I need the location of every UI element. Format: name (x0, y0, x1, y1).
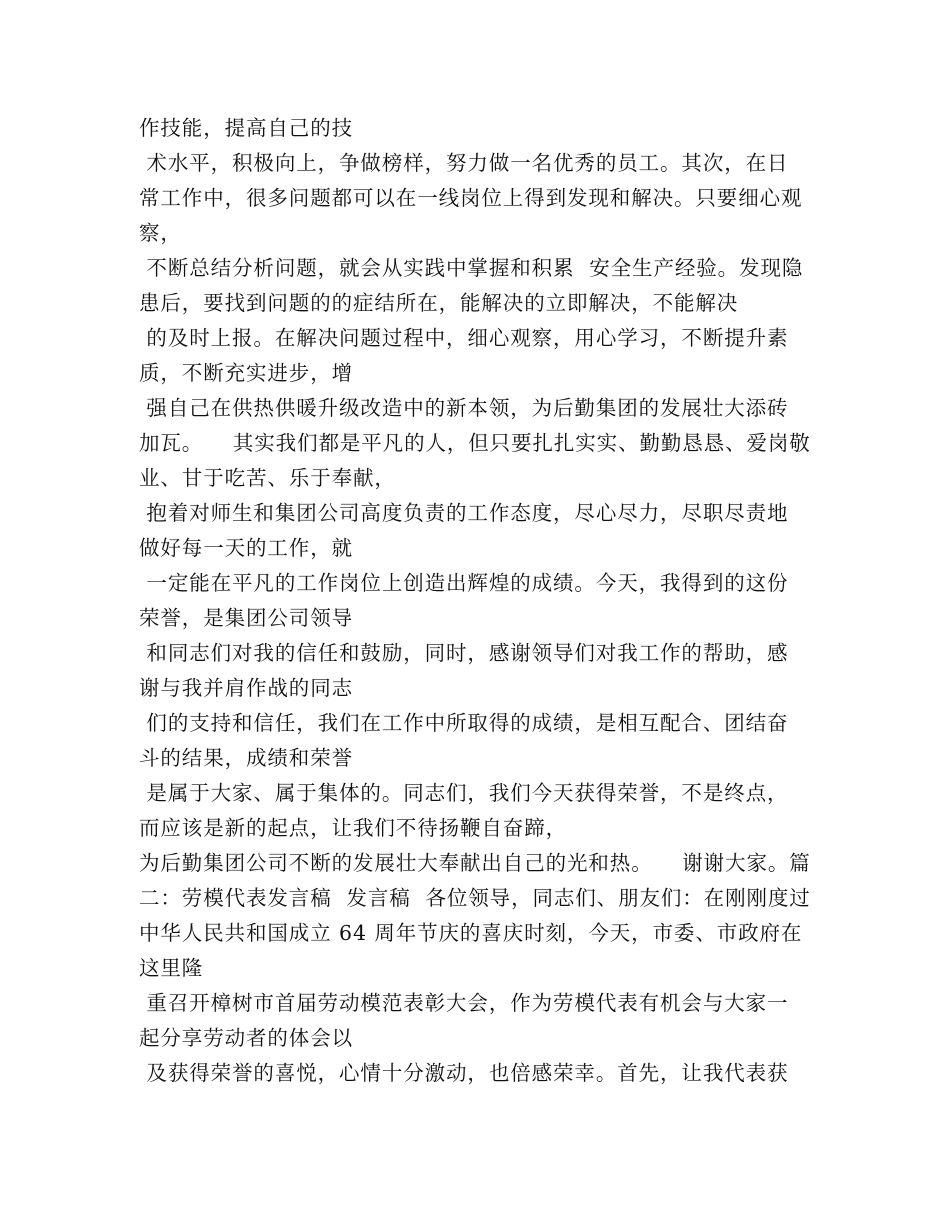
text-line: 不断总结分析问题，就会从实践中掌握和积累 安全生产经验。发现隐 (139, 256, 804, 280)
document-body (139, 111, 819, 1091)
text-line: 们的支持和信任，我们在工作中所取得的成绩，是相互配合、团结奋 (139, 711, 789, 735)
text-line: 作技能，提高自己的技 (139, 116, 353, 140)
text-line: 而应该是新的起点，让我们不待扬鞭自奋蹄， (139, 816, 567, 840)
text-line: 这里隆 (139, 956, 204, 980)
text-line: 重召开樟树市首届劳动模范表彰大会，作为劳模代表有机会与大家一 (139, 991, 789, 1015)
text-line: 患后，要找到问题的的症结所在，能解决的立即解决，不能解决 (139, 291, 739, 315)
text-line: 谢与我并肩作战的同志 (139, 676, 353, 700)
text-line: 一定能在平凡的工作岗位上创造出辉煌的成绩。今天，我得到的这份 (139, 571, 789, 595)
text-line: 为后勤集团公司不断的发展壮大奉献出自己的光和热。 谢谢大家。篇 (139, 851, 811, 875)
text-line: 和同志们对我的信任和鼓励，同时，感谢领导们对我工作的帮助，感 (139, 641, 789, 665)
text-line: 察， (139, 221, 182, 245)
text-line: 斗的结果，成绩和荣誉 (139, 746, 353, 770)
text-line: 荣誉，是集团公司领导 (139, 606, 353, 630)
text-line: 中华人民共和国成立 64 周年节庆的喜庆时刻，今天，市委、市政府在 (139, 921, 803, 945)
text-line: 加瓦。 其实我们都是平凡的人，但只要扎扎实实、勤勤恳恳、爱岗敬 (139, 431, 811, 455)
text-line: 质，不断充实进步，增 (139, 361, 353, 385)
text-line: 及获得荣誉的喜悦，心情十分激动，也倍感荣幸。首先，让我代表获 (139, 1061, 789, 1085)
text-line: 业、甘于吃苦、乐于奉献， (139, 466, 396, 490)
text-line: 常工作中，很多问题都可以在一线岗位上得到发现和解决。只要细心观 (139, 186, 803, 210)
text-line: 起分享劳动者的体会以 (139, 1026, 353, 1050)
text-line: 二：劳模代表发言稿 发言稿 各位领导，同志们、朋友们：在刚刚度过 (139, 886, 811, 910)
text-line: 是属于大家、属于集体的。同志们，我们今天获得荣誉，不是终点， (139, 781, 789, 805)
text-line: 抱着对师生和集团公司高度负责的工作态度，尽心尽力，尽职尽责地 (139, 501, 789, 525)
text-line: 强自己在供热供暖升级改造中的新本领，为后勤集团的发展壮大添砖 (139, 396, 789, 420)
text-line: 术水平，积极向上，争做榜样，努力做一名优秀的员工。其次，在日 (139, 151, 789, 175)
text-line: 的及时上报。在解决问题过程中，细心观察，用心学习，不断提升素 (139, 326, 789, 350)
text-line: 做好每一天的工作，就 (139, 536, 353, 560)
